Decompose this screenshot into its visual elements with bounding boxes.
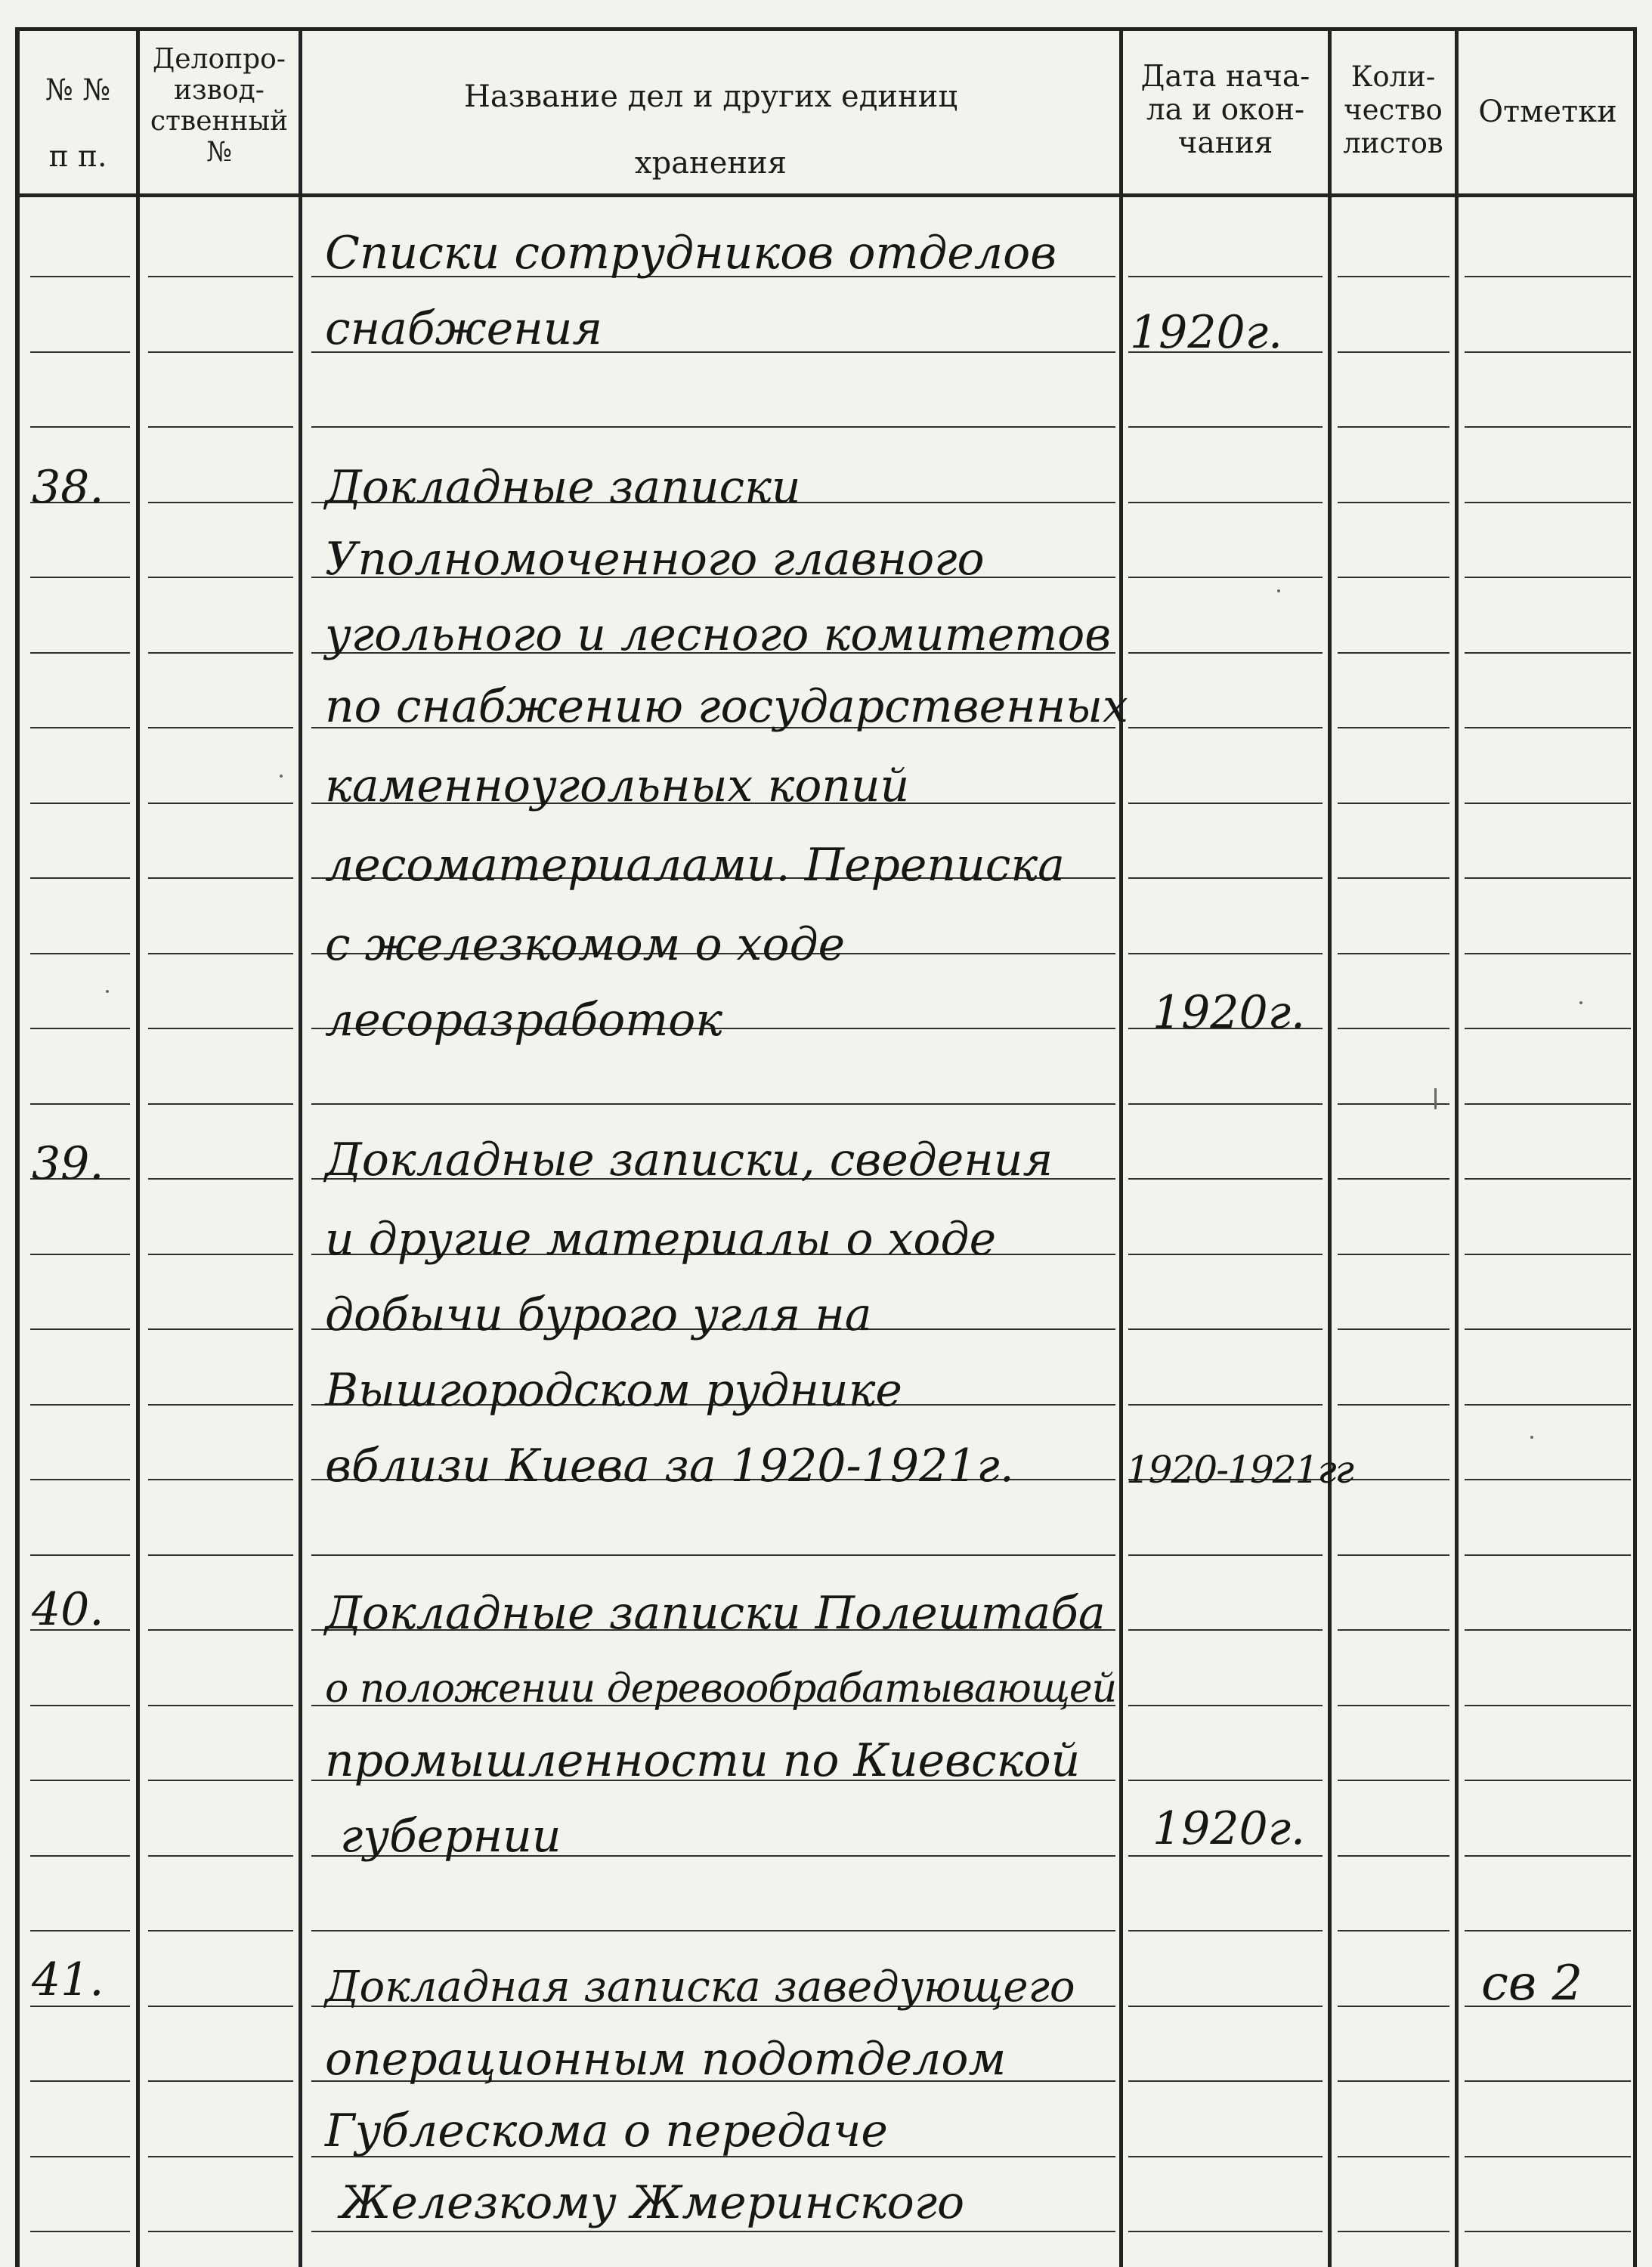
ruled-line — [30, 276, 130, 277]
ruled-line — [1128, 1629, 1323, 1631]
table-left-border — [15, 27, 20, 2267]
ruled-line — [1338, 1479, 1449, 1480]
ruled-line — [30, 1705, 130, 1706]
column-divider — [1119, 27, 1123, 2267]
column-divider — [1455, 27, 1459, 2267]
ruled-line — [1128, 803, 1323, 804]
ruled-line — [1338, 426, 1449, 428]
entry-title-line: добычи бурого угля на — [325, 1288, 872, 1341]
entry-title-line: о положении деревообрабатывающей — [325, 1666, 1117, 1712]
ruled-line — [148, 502, 293, 503]
ruled-line — [1338, 1178, 1449, 1180]
entry-title-line: операционным подотделом — [325, 2033, 1007, 2086]
ruled-line — [148, 1930, 293, 1931]
ruled-line — [1128, 577, 1323, 578]
paper-speck — [1277, 589, 1280, 592]
entry-title-line: Списки сотрудников отделов — [325, 227, 1057, 280]
ruled-line — [1338, 652, 1449, 654]
column-divider — [299, 27, 302, 2267]
ruled-line — [1465, 2156, 1631, 2157]
entry-title-line: снабжения — [325, 302, 603, 355]
ruled-line — [1465, 1554, 1631, 1556]
ruled-line — [30, 1103, 130, 1105]
entry-date: 1920-1921гг — [1126, 1448, 1353, 1492]
ruled-line — [1128, 727, 1323, 728]
ruled-line — [1128, 1705, 1323, 1706]
entry-title-line: Докладные записки — [325, 461, 801, 514]
ruled-line — [1465, 2231, 1631, 2232]
entry-title-line: лесоразработок — [325, 994, 723, 1047]
ruled-line — [148, 2156, 293, 2157]
paper-speck — [1579, 1001, 1582, 1004]
ruled-line — [1338, 351, 1449, 353]
ruled-line — [1338, 1404, 1449, 1406]
ruled-line — [1338, 1629, 1449, 1631]
entry-date: 1920г. — [1152, 1802, 1306, 1855]
header-title-column: Название дел и других единиц хранения — [463, 79, 958, 181]
ruled-line — [148, 1103, 293, 1105]
ruled-line — [1338, 1554, 1449, 1556]
ruled-line — [1338, 1328, 1449, 1330]
ruled-line — [1465, 2080, 1631, 2082]
ruled-line — [311, 1930, 1115, 1931]
ruled-line — [1338, 1855, 1449, 1857]
header-sheets-column: Коли- чество листов — [1343, 60, 1443, 159]
ruled-line — [30, 2156, 130, 2157]
column-divider — [1328, 27, 1332, 2267]
entry-date: 1920г. — [1130, 306, 1283, 359]
ruled-line — [30, 1930, 130, 1931]
ruled-line — [1128, 1930, 1323, 1931]
ruled-line — [1338, 803, 1449, 804]
table-right-border — [1633, 27, 1637, 2267]
ruled-line — [1128, 652, 1323, 654]
ruled-line — [30, 877, 130, 879]
ruled-line — [30, 1780, 130, 1781]
entry-date: 1920г. — [1152, 986, 1306, 1039]
ruled-line — [1338, 2156, 1449, 2157]
paper-speck — [1530, 1436, 1533, 1439]
entry-title-line: Докладная записка заведующего — [325, 1962, 1075, 2012]
entry-title-line: Железкому Жмеринского — [340, 2176, 965, 2229]
ruled-line — [30, 727, 130, 728]
ruled-line — [1338, 727, 1449, 728]
ruled-line — [1128, 953, 1323, 954]
ruled-line — [1128, 276, 1323, 277]
ruled-line — [148, 1855, 293, 1857]
ruled-line — [148, 426, 293, 428]
ruled-line — [1465, 577, 1631, 578]
entry-title-line: промышленности по Киевской — [325, 1734, 1081, 1787]
ruled-line — [30, 1479, 130, 1480]
ruled-line — [1338, 2006, 1449, 2007]
entry-title-line: Докладные записки, сведения — [325, 1134, 1053, 1186]
ruled-line — [1128, 877, 1323, 879]
ruled-line — [148, 1404, 293, 1406]
ruled-line — [1128, 1328, 1323, 1330]
entry-title-line: каменноугольных копий — [325, 759, 910, 812]
ruled-line — [1128, 1855, 1323, 1857]
column-divider — [136, 27, 140, 2267]
ruled-line — [1338, 502, 1449, 503]
ruled-line — [1465, 1328, 1631, 1330]
ruled-line — [30, 577, 130, 578]
ruled-line — [1128, 1780, 1323, 1781]
ruled-line — [1128, 1103, 1323, 1105]
ruled-line — [311, 1103, 1115, 1105]
ruled-line — [1338, 1705, 1449, 1706]
ruled-line — [30, 2231, 130, 2232]
entry-title-line: Уполномоченного главного — [325, 533, 985, 586]
ruled-line — [30, 1028, 130, 1029]
ruled-line — [1465, 276, 1631, 277]
ruled-line — [1338, 1103, 1449, 1105]
ruled-line — [1338, 577, 1449, 578]
ruled-line — [1465, 877, 1631, 879]
ruled-line — [30, 1254, 130, 1255]
ruled-line — [1338, 1254, 1449, 1255]
ruled-line — [148, 2006, 293, 2007]
paper-speck — [280, 775, 283, 778]
ruled-line — [148, 1629, 293, 1631]
ruled-line — [1128, 1554, 1323, 1556]
ruled-line — [1465, 1780, 1631, 1781]
ruled-line — [1465, 1404, 1631, 1406]
ruled-line — [1465, 351, 1631, 353]
ruled-line — [30, 1855, 130, 1857]
ruled-line — [1338, 953, 1449, 954]
entry-title-line: Гублескома о передаче — [325, 2105, 888, 2157]
ruled-line — [148, 953, 293, 954]
ruled-line — [311, 426, 1115, 428]
ruled-line — [1128, 2006, 1323, 2007]
ruled-line — [30, 351, 130, 353]
ruled-line — [1465, 652, 1631, 654]
ruled-line — [1465, 1855, 1631, 1857]
ruled-line — [1338, 1028, 1449, 1029]
ruled-line — [148, 276, 293, 277]
ruled-line — [311, 2231, 1115, 2232]
ruled-line — [1465, 803, 1631, 804]
ruled-line — [1128, 2156, 1323, 2157]
ruled-line — [148, 727, 293, 728]
entry-title-line: Вышгородском руднике — [325, 1364, 902, 1417]
entry-title-line: вблизи Киева за 1920-1921г. — [325, 1440, 1014, 1492]
entry-title-line: и другие материалы о ходе — [325, 1213, 997, 1266]
ruled-line — [1338, 276, 1449, 277]
ruled-line — [148, 351, 293, 353]
ruled-line — [1128, 2231, 1323, 2232]
ruled-line — [1465, 1930, 1631, 1931]
ruled-line — [148, 1780, 293, 1781]
ruled-line — [148, 2080, 293, 2082]
table-top-border — [15, 27, 1637, 31]
ruled-line — [1338, 1930, 1449, 1931]
ruled-line — [1338, 2080, 1449, 2082]
header-marks-column: Отметки — [1478, 94, 1617, 129]
ruled-line — [1465, 1028, 1631, 1029]
ruled-line — [1465, 953, 1631, 954]
ruled-line — [30, 953, 130, 954]
ruled-line — [1465, 1178, 1631, 1180]
ruled-line — [30, 426, 130, 428]
ruled-line — [1465, 1629, 1631, 1631]
ruled-line — [30, 652, 130, 654]
ruled-line — [1338, 2231, 1449, 2232]
entry-title-line: с железкомом о ходе — [325, 918, 846, 971]
paper-speck — [106, 990, 109, 993]
ruled-line — [1338, 1780, 1449, 1781]
header-dates-column: Дата нача- ла и окон- чания — [1140, 60, 1310, 160]
ruled-line — [30, 1328, 130, 1330]
entry-number: 39. — [32, 1137, 104, 1190]
ruled-line — [148, 577, 293, 578]
ruled-line — [30, 1404, 130, 1406]
ruled-line — [30, 1554, 130, 1556]
ruled-line — [1128, 1254, 1323, 1255]
ruled-line — [148, 1479, 293, 1480]
ruled-line — [1465, 426, 1631, 428]
ruled-line — [148, 1254, 293, 1255]
paper-speck — [1434, 1088, 1437, 1109]
ruled-line — [148, 1705, 293, 1706]
entry-number: 40. — [32, 1583, 104, 1636]
ruled-line — [1128, 2080, 1323, 2082]
entry-number: 41. — [32, 1953, 104, 2006]
ruled-line — [1465, 1254, 1631, 1255]
entry-title-line: по снабжению государственных — [325, 680, 1128, 733]
entry-mark: св 2 — [1481, 1956, 1583, 2012]
ruled-line — [30, 803, 130, 804]
ruled-line — [311, 1554, 1115, 1556]
entry-title-line: губернии — [340, 1810, 561, 1863]
entry-title-line: Докладные записки Полештаба — [325, 1587, 1106, 1640]
ruled-line — [1465, 1479, 1631, 1480]
ruled-line — [148, 1554, 293, 1556]
header-office-number-column: Делопро- извод- ственный № — [150, 44, 289, 168]
ruled-line — [148, 1328, 293, 1330]
ruled-line — [1465, 502, 1631, 503]
ruled-line — [1465, 1705, 1631, 1706]
ruled-line — [148, 2231, 293, 2232]
ruled-line — [148, 1028, 293, 1029]
entry-title-line: угольного и лесного комитетов — [325, 608, 1112, 661]
ruled-line — [148, 877, 293, 879]
ruled-line — [1128, 502, 1323, 503]
ruled-line — [148, 803, 293, 804]
header-number-column: № № п п. — [45, 73, 111, 174]
ruled-line — [1128, 1404, 1323, 1406]
ruled-line — [148, 1178, 293, 1180]
ruled-line — [1128, 426, 1323, 428]
entry-title-line: лесоматериалами. Переписка — [325, 839, 1065, 892]
ruled-line — [1465, 727, 1631, 728]
ruled-line — [30, 2080, 130, 2082]
ruled-line — [1128, 1178, 1323, 1180]
ruled-line — [148, 652, 293, 654]
ruled-line — [1465, 1103, 1631, 1105]
entry-number: 38. — [32, 461, 104, 514]
ruled-line — [1338, 877, 1449, 879]
